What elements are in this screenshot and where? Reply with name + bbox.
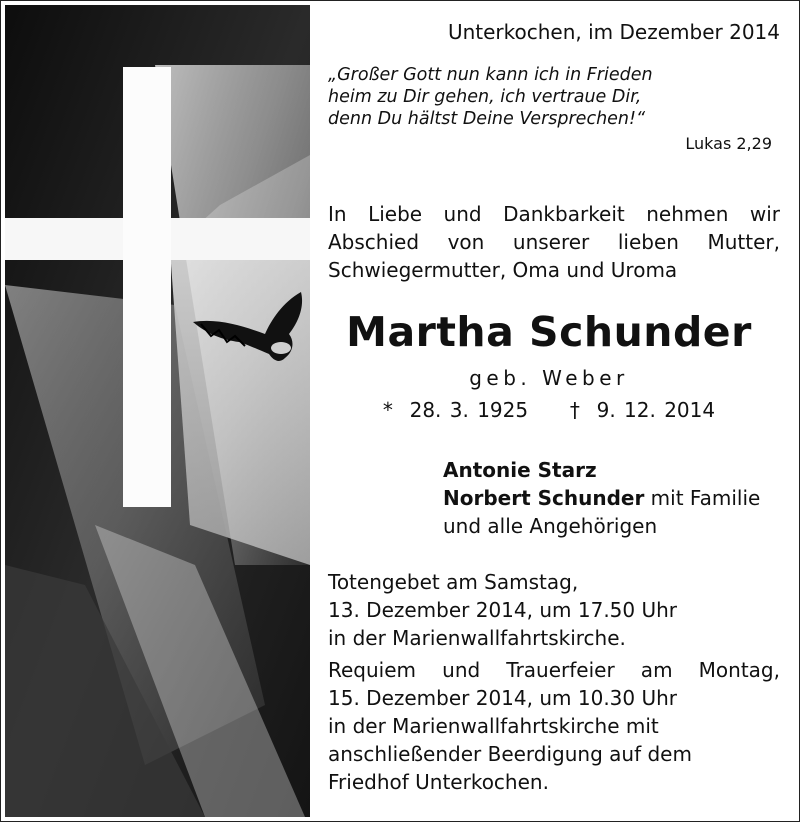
quote-reference: Lukas 2,29 xyxy=(685,134,772,153)
service-requiem xyxy=(328,656,780,796)
survivor-line: und alle Angehörigen xyxy=(443,514,658,538)
cross-light-image xyxy=(5,5,310,817)
quote-line: denn Du hältst Deine Versprechen!“ xyxy=(328,109,646,129)
deceased-name: Martha Schunder xyxy=(346,308,752,356)
intro-line: Abschied von unserer lieben Mutter, xyxy=(328,230,780,254)
service-line: in der Marienwallfahrtskirche mit xyxy=(328,714,659,738)
birth-name: geb. Weber xyxy=(469,366,629,390)
service-line: anschließender Beerdigung auf dem xyxy=(328,742,692,766)
intro-line: In Liebe und Dankbarkeit nehmen wir xyxy=(328,202,780,226)
notice-text xyxy=(318,0,780,822)
service-line: Requiem und Trauerfeier am Montag, xyxy=(328,658,780,682)
place-date: Unterkochen, im Dezember 2014 xyxy=(447,20,780,44)
service-prayer xyxy=(328,568,677,652)
quote-line: heim zu Dir gehen, ich vertraue Dir, xyxy=(328,87,642,107)
survivor-suffix: mit Familie xyxy=(644,486,761,510)
service-line: 13. Dezember 2014, um 17.50 Uhr xyxy=(328,598,678,622)
service-line: Friedhof Unterkochen. xyxy=(328,770,549,794)
service-line: 15. Dezember 2014, um 10.30 Uhr xyxy=(328,686,678,710)
bible-quote xyxy=(328,64,653,130)
service-line: in der Marienwallfahrtskirche. xyxy=(328,626,626,650)
survivors xyxy=(443,456,760,540)
life-dates: * 28. 3. 1925 † 9. 12. 2014 xyxy=(382,398,716,422)
survivor-name: Norbert Schunder xyxy=(443,486,645,510)
intro-line: Schwiegermutter, Oma und Uroma xyxy=(328,258,678,282)
service-line: Totengebet am Samstag, xyxy=(328,570,579,594)
cross-scene-svg xyxy=(5,5,310,817)
quote-line: „Großer Gott nun kann ich in Frieden xyxy=(328,65,653,85)
survivor-name: Antonie Starz xyxy=(443,458,597,482)
intro-text xyxy=(328,200,780,284)
